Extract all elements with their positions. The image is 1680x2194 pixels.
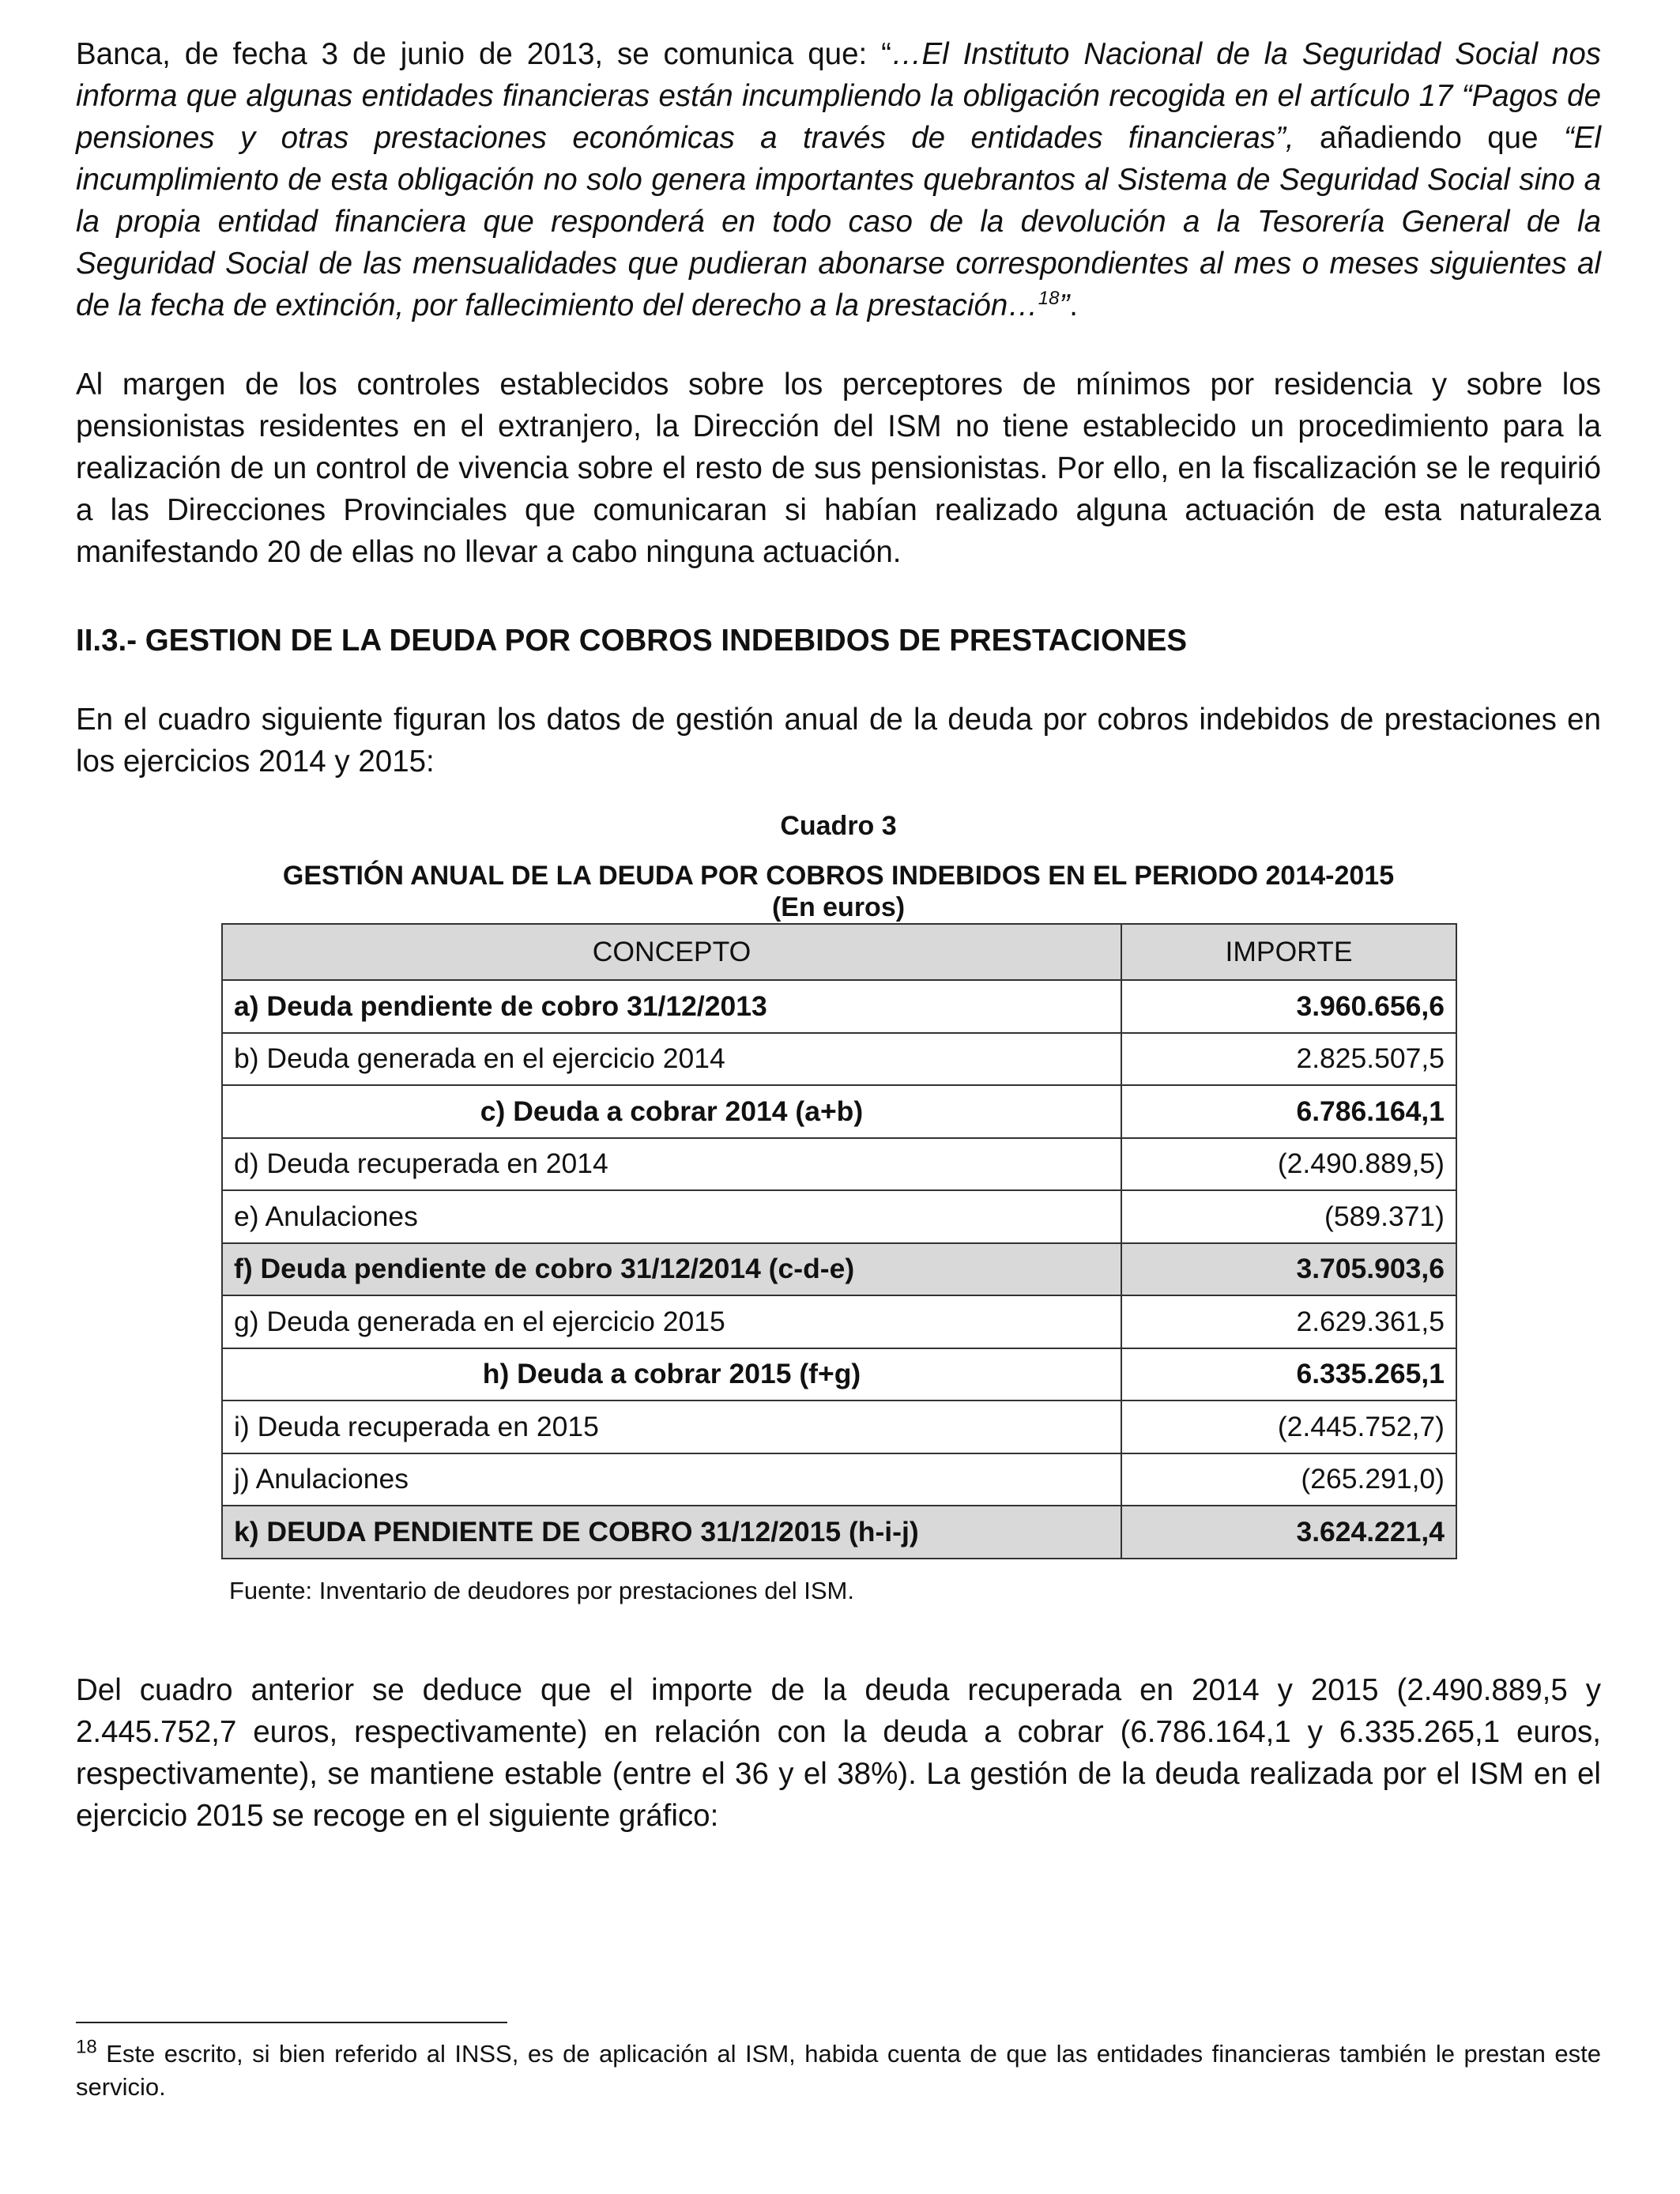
table-row bbox=[222, 1085, 1456, 1138]
paragraph-1-connector: añadiendo que bbox=[1294, 121, 1564, 155]
importe-cell: (589.371) bbox=[1121, 1190, 1456, 1243]
concepto-cell: d) Deuda recuperada en 2014 bbox=[222, 1138, 1121, 1191]
importe-cell: 6.335.265,1 bbox=[1121, 1348, 1456, 1401]
paragraph-1 bbox=[76, 33, 1601, 326]
paragraph-1-end: . bbox=[1069, 288, 1078, 322]
section-heading: II.3.- GESTION DE LA DEUDA POR COBROS INDEBIDOS DE PRESTACIONES bbox=[76, 624, 1188, 658]
concepto-cell: k) DEUDA PENDIENTE DE COBRO 31/12/2015 (h-i-j) bbox=[222, 1506, 1121, 1559]
column-header-importe: IMPORTE bbox=[1121, 924, 1456, 980]
concepto-cell: b) Deuda generada en el ejercicio 2014 bbox=[222, 1033, 1121, 1086]
importe-cell: 3.960.656,6 bbox=[1121, 980, 1456, 1033]
importe-cell: 3.705.903,6 bbox=[1121, 1243, 1456, 1296]
importe-cell: (2.490.889,5) bbox=[1121, 1138, 1456, 1191]
concepto-cell: e) Anulaciones bbox=[222, 1190, 1121, 1243]
debt-management-table bbox=[221, 923, 1457, 1559]
table-row bbox=[222, 1190, 1456, 1243]
concepto-cell: a) Deuda pendiente de cobro 31/12/2013 bbox=[222, 980, 1121, 1033]
table-unit: (En euros) bbox=[771, 892, 906, 922]
footnote-separator bbox=[76, 2022, 507, 2023]
paragraph-1-quote-2: “El incumplimiento de esta obligación no solo genera importantes quebrantos al Sistema de Seguridad Social sino a la propia entidad financiera que responderá en todo caso de la devolución a la Tesorería General de la Seguridad Social de las mensualidades que pudieran abonarse correspondientes al mes o meses siguientes al de la fecha de extinción, por fallecimiento del derecho a la prestación… bbox=[76, 121, 1601, 322]
concepto-cell: f) Deuda pendiente de cobro 31/12/2014 (c-d-e) bbox=[222, 1243, 1121, 1296]
footnote-text: Este escrito, si bien referido al INSS, es de aplicación al ISM, habida cuenta de que las entidades financieras también le prestan este servicio. bbox=[76, 2040, 1601, 2101]
column-header-concepto: CONCEPTO bbox=[222, 924, 1121, 980]
table-row bbox=[222, 1348, 1456, 1401]
importe-cell: 2.629.361,5 bbox=[1121, 1295, 1456, 1348]
table-label: Cuadro 3 bbox=[780, 811, 897, 841]
paragraph-3: En el cuadro siguiente figuran los datos de gestión anual de la deuda por cobros indebidos de prestaciones en los ejercicios 2014 y 2015: bbox=[76, 703, 1601, 778]
paragraph-1-lead: Banca, de fecha 3 de junio de 2013, se comunica que: “ bbox=[76, 37, 891, 71]
concepto-cell: h) Deuda a cobrar 2015 (f+g) bbox=[222, 1348, 1121, 1401]
table-row bbox=[222, 1138, 1456, 1191]
concepto-cell: i) Deuda recuperada en 2015 bbox=[222, 1400, 1121, 1453]
paragraph-2: Al margen de los controles establecidos sobre los perceptores de mínimos por residencia y sobre los pensionistas residentes en el extranjero, la Dirección del ISM no tiene establecido un procedimiento para la realización de un control de vivencia sobre el resto de sus pensionistas. Por ello, en la fiscalización se le requirió a las Direcciones Provinciales que comunicaran si habían realizado alguna actuación de esta naturaleza manifestando 20 de ellas no llevar a cabo ninguna actuación. bbox=[76, 368, 1601, 569]
table-row bbox=[222, 1506, 1456, 1559]
paragraph-1-quote-close: ” bbox=[1059, 288, 1070, 322]
concepto-cell: c) Deuda a cobrar 2014 (a+b) bbox=[222, 1085, 1121, 1138]
table-row bbox=[222, 1453, 1456, 1506]
table-row bbox=[222, 1243, 1456, 1296]
concepto-cell: g) Deuda generada en el ejercicio 2015 bbox=[222, 1295, 1121, 1348]
importe-cell: (265.291,0) bbox=[1121, 1453, 1456, 1506]
importe-cell: 6.786.164,1 bbox=[1121, 1085, 1456, 1138]
paragraph-1-quote-1: …El Instituto Nacional de la Seguridad Social nos informa que algunas entidades financieras están incumpliendo la obligación recogida en el artículo 17 “Pagos de pensiones y otras prestaciones económicas a través de entidades financieras”, bbox=[76, 37, 1601, 155]
table-title: GESTIÓN ANUAL DE LA DEUDA POR COBROS INDEBIDOS EN EL PERIODO 2014-2015 bbox=[282, 861, 1395, 891]
table-header-row bbox=[222, 924, 1456, 980]
table-row bbox=[222, 1400, 1456, 1453]
footnote bbox=[76, 2038, 1601, 2104]
importe-cell: 3.624.221,4 bbox=[1121, 1506, 1456, 1559]
footnote-reference[interactable]: 18 bbox=[1038, 288, 1060, 310]
importe-cell: 2.825.507,5 bbox=[1121, 1033, 1456, 1086]
paragraph-4: Del cuadro anterior se deduce que el importe de la deuda recuperada en 2014 y 2015 (2.490.889,5 y 2.445.752,7 euros, respectivamente) en relación con la deuda a cobrar (6.786.164,1 y 6.335.265,1 euros, respectivamente), se mantiene estable (entre el 36 y el 38%). La gestión de la deuda realizada por el ISM en el ejercicio 2015 se recoge en el siguiente gráfico: bbox=[76, 1672, 1601, 1833]
footnote-number: 18 bbox=[76, 2036, 97, 2058]
table-row bbox=[222, 1033, 1456, 1086]
table-source: Fuente: Inventario de deudores por prestaciones del ISM. bbox=[229, 1576, 854, 1604]
table-row bbox=[222, 980, 1456, 1033]
importe-cell: (2.445.752,7) bbox=[1121, 1400, 1456, 1453]
document-page bbox=[76, 33, 1601, 1837]
table-row bbox=[222, 1295, 1456, 1348]
concepto-cell: j) Anulaciones bbox=[222, 1453, 1121, 1506]
